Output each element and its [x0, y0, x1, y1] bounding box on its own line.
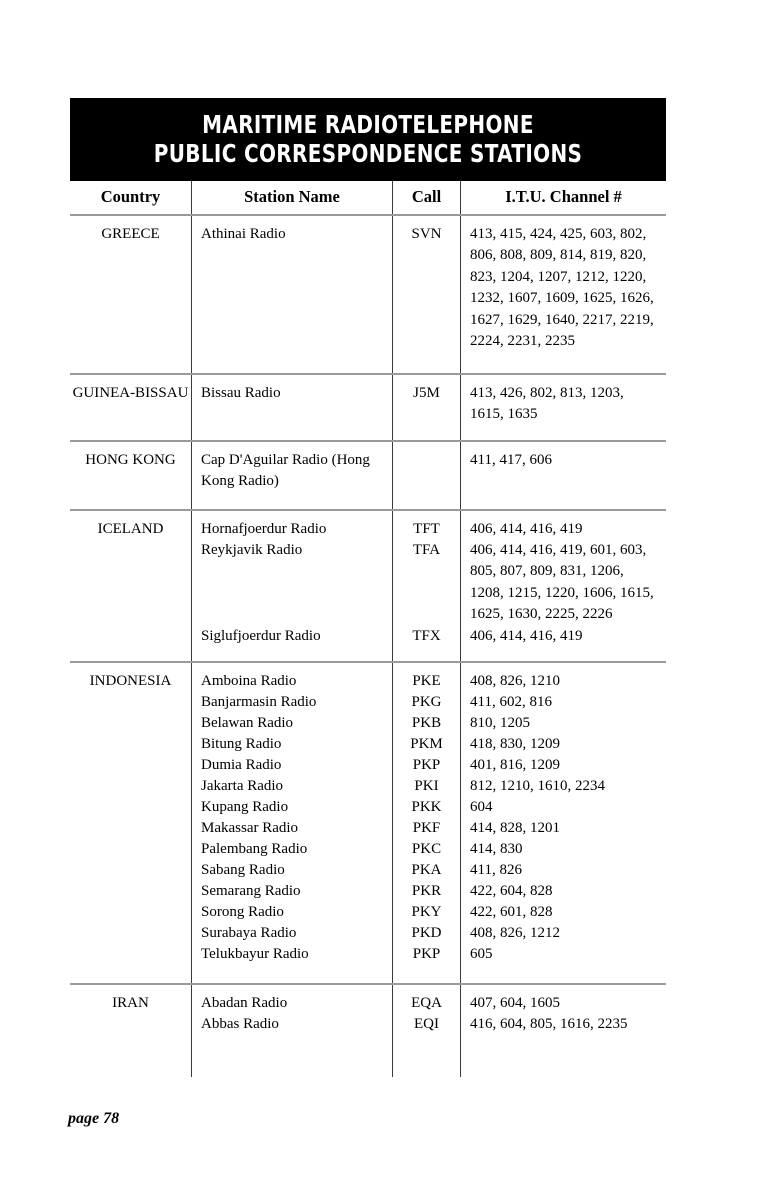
- cell-itu-channels: [461, 985, 666, 1077]
- station-name: Abadan Radio: [201, 995, 288, 1011]
- itu-channel-list: 604: [470, 799, 493, 815]
- call-sign: EQI: [414, 1016, 439, 1032]
- station-name: Dumia Radio: [201, 757, 282, 773]
- station-name: Siglufjoerdur Radio: [201, 628, 321, 644]
- cell-station-name: [192, 663, 393, 983]
- cell-country: INDONESIA: [70, 663, 192, 983]
- section-spacer: [470, 1035, 660, 1071]
- column-header-call: Call: [393, 181, 461, 214]
- itu-channel-list: 413, 415, 424, 425, 603, 802, 806, 808, 809, 814, 819, 820, 823, 1204, 1207, 1212, 1220, 1232, 1607, 1609, 1625, 1626, 1627, 1629, 1640, 2217, 2219, 2224, 2231, 2235: [470, 226, 654, 350]
- cell-call-sign: [393, 375, 461, 440]
- cell-itu-channels: [461, 442, 666, 509]
- call-sign: PKA: [411, 862, 442, 878]
- station-name: Bissau Radio: [201, 385, 281, 401]
- cell-call-sign: [393, 511, 461, 661]
- cell-call-sign: [393, 985, 461, 1077]
- cell-itu-channels: [461, 663, 666, 983]
- table-body: [70, 216, 666, 1077]
- call-sign: PKB: [411, 715, 442, 731]
- station-name: Belawan Radio: [201, 715, 294, 731]
- itu-channel-list: 411, 826: [470, 862, 522, 878]
- call-sign: PKP: [412, 946, 441, 962]
- call-sign: TFA: [412, 542, 441, 558]
- station-name: Abbas Radio: [201, 1016, 279, 1032]
- table-title-line-1: MARITIME RADIOTELEPHONE: [202, 110, 534, 139]
- radiotelephone-table: [70, 98, 666, 1077]
- cell-call-sign: [393, 663, 461, 983]
- cell-country: GUINEA-BISSAU: [70, 375, 192, 440]
- itu-channel-list: 408, 826, 1210: [470, 673, 560, 689]
- page-number-footer: page 78: [68, 1110, 120, 1127]
- itu-channel-list: 407, 604, 1605: [470, 995, 560, 1011]
- station-name: Surabaya Radio: [201, 925, 297, 941]
- cell-country: ICELAND: [70, 511, 192, 661]
- call-sign: PKE: [412, 673, 441, 689]
- itu-channel-list: 605: [470, 946, 493, 962]
- cell-country: HONG KONG: [70, 442, 192, 509]
- itu-channel-list: 411, 602, 816: [470, 694, 552, 710]
- table-row: [70, 511, 666, 663]
- station-name: Bitung Radio: [201, 736, 282, 752]
- station-name: Banjarmasin Radio: [201, 694, 317, 710]
- table-title-banner: [70, 98, 666, 181]
- station-name: Sabang Radio: [201, 862, 285, 878]
- cell-station-name: [192, 216, 393, 373]
- itu-channel-list: 422, 601, 828: [470, 904, 553, 920]
- cell-station-name: [192, 985, 393, 1077]
- section-spacer: [470, 647, 660, 655]
- call-sign: TFT: [413, 521, 440, 537]
- itu-channel-list: 413, 426, 802, 813, 1203, 1615, 1635: [470, 385, 624, 423]
- call-sign: EQA: [411, 995, 442, 1011]
- column-header-country: Country: [70, 181, 192, 214]
- station-name: Semarang Radio: [201, 883, 301, 899]
- call-sign: SVN: [411, 226, 442, 242]
- itu-channel-list: 416, 604, 805, 1616, 2235: [470, 1016, 628, 1032]
- call-sign: PKY: [411, 904, 442, 920]
- table-title-line-2: PUBLIC CORRESPONDENCE STATIONS: [153, 139, 583, 168]
- call-sign: PKM: [410, 736, 443, 752]
- itu-channel-list: 401, 816, 1209: [470, 757, 560, 773]
- station-name: Cap D'Aguilar Radio (Hong Kong Radio): [201, 452, 370, 490]
- table-row: [70, 216, 666, 375]
- itu-channel-list: 422, 604, 828: [470, 883, 553, 899]
- table-row: [70, 375, 666, 442]
- station-name: Palembang Radio: [201, 841, 308, 857]
- call-sign: PKC: [411, 841, 442, 857]
- itu-channel-list: 406, 414, 416, 419: [470, 521, 583, 537]
- station-name: Jakarta Radio: [201, 778, 284, 794]
- station-name: Kupang Radio: [201, 799, 289, 815]
- cell-itu-channels: [461, 511, 666, 661]
- call-sign: PKF: [412, 820, 441, 836]
- station-name: Athinai Radio: [201, 226, 286, 242]
- station-name: Makassar Radio: [201, 820, 299, 836]
- itu-channel-list: 414, 830: [470, 841, 523, 857]
- itu-channel-list: 414, 828, 1201: [470, 820, 560, 836]
- itu-channel-list: 406, 414, 416, 419, 601, 603, 805, 807, 809, 831, 1206, 1208, 1215, 1220, 1606, 1615, 1625, 1630, 2225, 2226: [470, 542, 654, 623]
- cell-call-sign: [393, 442, 461, 509]
- itu-channel-list: 812, 1210, 1610, 2234: [470, 778, 605, 794]
- station-name: Amboina Radio: [201, 673, 297, 689]
- section-spacer: [470, 426, 660, 434]
- itu-channel-list: 408, 826, 1212: [470, 925, 560, 941]
- call-sign: PKD: [411, 925, 442, 941]
- call-sign: PKK: [411, 799, 442, 815]
- cell-station-name: [192, 375, 393, 440]
- column-header-station-name: Station Name: [192, 181, 393, 214]
- cell-station-name: [192, 442, 393, 509]
- call-sign: J5M: [413, 385, 440, 401]
- call-sign: PKG: [411, 694, 442, 710]
- cell-country: GREECE: [70, 216, 192, 373]
- section-spacer: [470, 353, 660, 367]
- cell-itu-channels: [461, 216, 666, 373]
- column-header-itu-channel: I.T.U. Channel #: [505, 187, 622, 206]
- station-name: Sorong Radio: [201, 904, 284, 920]
- cell-country: IRAN: [70, 985, 192, 1077]
- station-name: Reykjavik Radio: [201, 542, 303, 558]
- call-sign: TFX: [412, 628, 441, 644]
- itu-channel-list: 406, 414, 416, 419: [470, 628, 583, 644]
- table-column-headers: [70, 181, 666, 216]
- table-row: [70, 663, 666, 985]
- cell-call-sign: [393, 216, 461, 373]
- call-sign: PKP: [412, 757, 441, 773]
- call-sign: PKR: [411, 883, 442, 899]
- itu-channel-list: 418, 830, 1209: [470, 736, 560, 752]
- cell-itu-channels: [461, 375, 666, 440]
- table-row: [70, 985, 666, 1077]
- station-name: Hornafjoerdur Radio: [201, 521, 327, 537]
- call-sign: [397, 450, 456, 493]
- itu-channel-list: 411, 417, 606: [470, 452, 552, 468]
- station-name: Telukbayur Radio: [201, 946, 309, 962]
- table-row: [70, 442, 666, 511]
- itu-channel-list: 810, 1205: [470, 715, 530, 731]
- call-sign: PKI: [414, 778, 439, 794]
- section-spacer: [470, 965, 660, 977]
- section-spacer: [470, 493, 660, 503]
- cell-station-name: [192, 511, 393, 661]
